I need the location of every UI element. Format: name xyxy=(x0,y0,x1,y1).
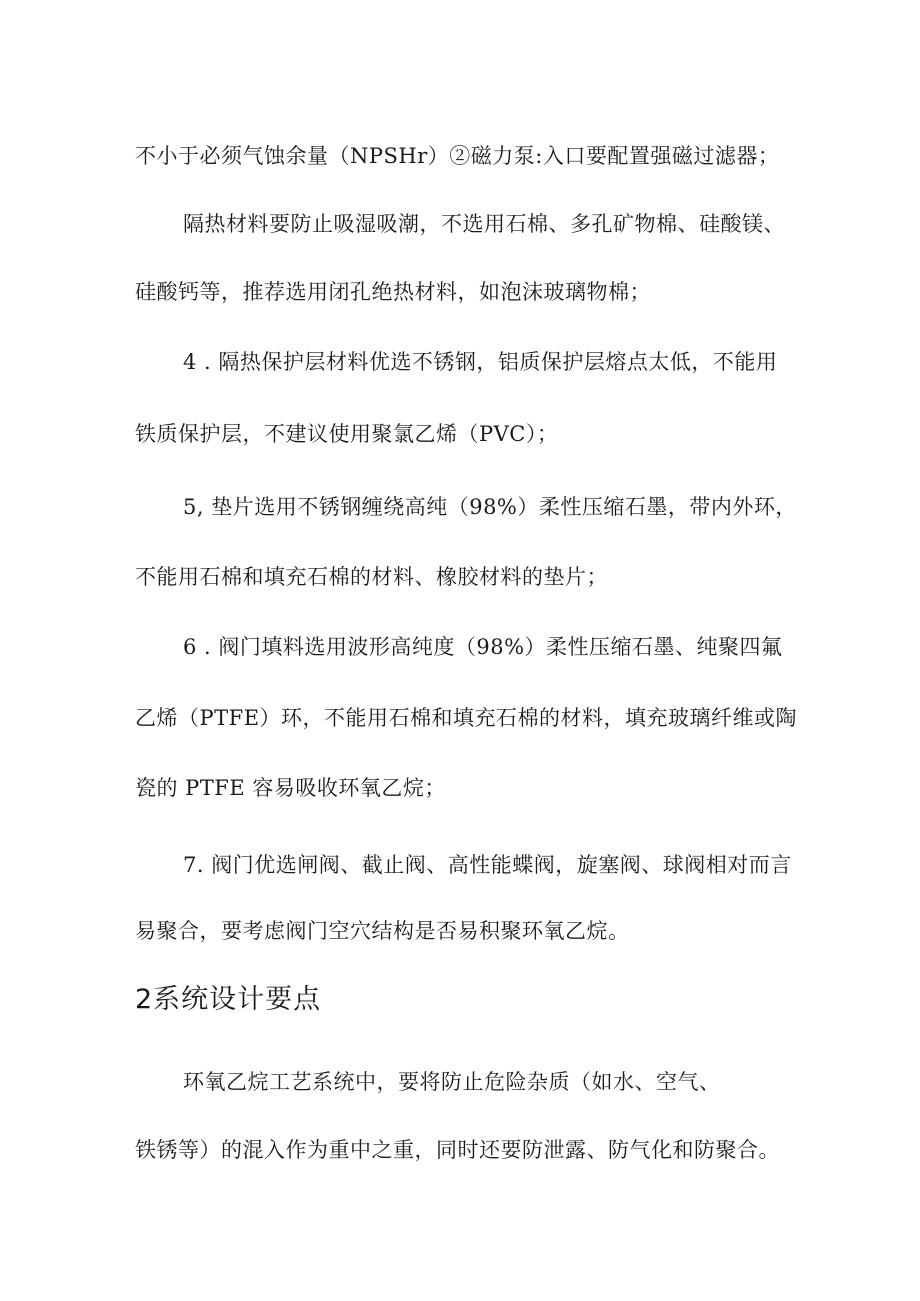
text-line-5: 铁质保护层，不建议使用聚氯乙烯（PVC）； xyxy=(135,422,559,446)
text-line-2: 隔热材料要防止吸湿吸潮，不选用石棉、多孔矿物棉、硅酸镁、 xyxy=(183,212,785,236)
text-line-8: 6 . 阀门填料选用波形高纯度（98%）柔性压缩石墨、纯聚四氟 xyxy=(183,635,783,659)
text-line-14: 铁锈等）的混入作为重中之重，同时还要防泄露、防气化和防聚合。 xyxy=(135,1138,780,1162)
text-line-7: 不能用石棉和填充石棉的材料、橡胶材料的垫片； xyxy=(135,565,608,589)
text-line-11: 7. 阀门优选闸阀、截止阀、高性能蝶阀，旋塞阀、球阀相对而言 xyxy=(183,853,792,877)
text-line-6: 5, 垫片选用不锈钢缠绕高纯（98%）柔性压缩石墨，带内外环， xyxy=(183,495,797,519)
section-heading: 2系统设计要点 xyxy=(135,984,322,1015)
text-line-3: 硅酸钙等，推荐选用闭孔绝热材料，如泡沫玻璃物棉； xyxy=(135,280,651,304)
text-line-13: 环氧乙烷工艺系统中，要将防止危险杂质（如水、空气、 xyxy=(183,1070,721,1094)
text-line-1: 不小于必须气蚀余量（NPSHr）②磁力泵:入口要配置强磁过滤器； xyxy=(135,144,780,168)
text-line-12: 易聚合，要考虑阀门空穴结构是否易积聚环氧乙烷。 xyxy=(135,919,630,943)
text-line-10: 瓷的 PTFE 容易吸收环氧乙烷； xyxy=(135,776,446,800)
text-line-9: 乙烯（PTFE）环，不能用石棉和填充石棉的材料，填充玻璃纤维或陶 xyxy=(135,706,798,730)
text-line-4: 4 . 隔热保护层材料优选不锈钢，铝质保护层熔点太低，不能用 xyxy=(183,350,778,374)
